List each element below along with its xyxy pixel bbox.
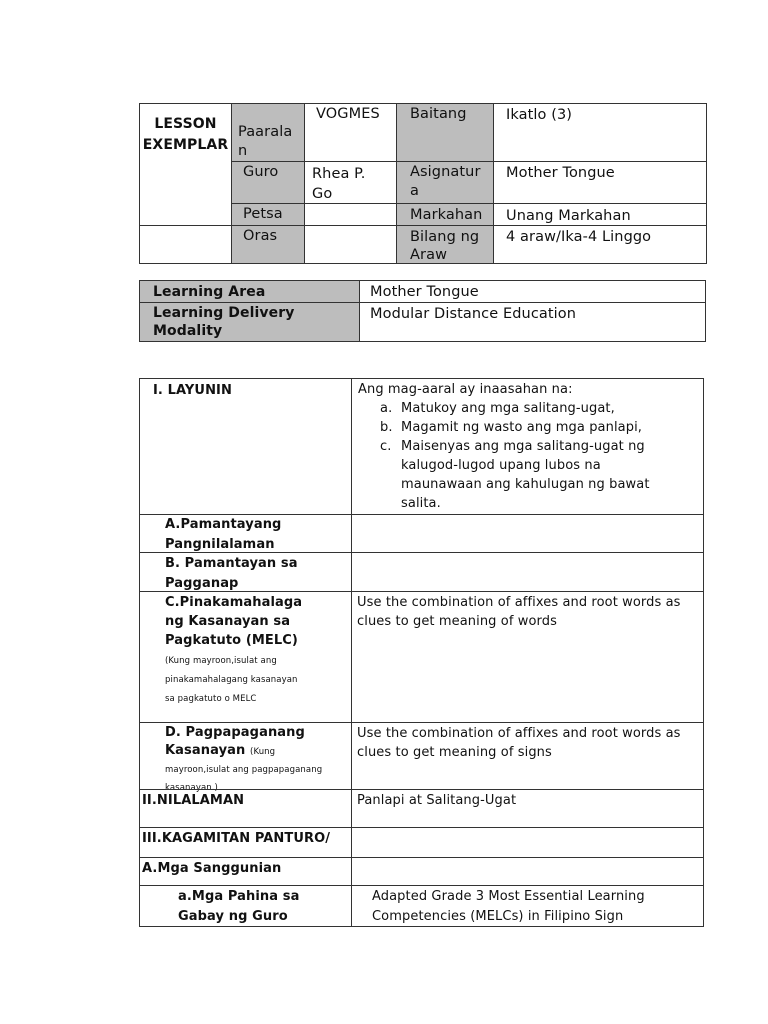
label-delivery-modality: Learning Delivery Modality	[153, 305, 295, 339]
label-baitang: Baitang	[410, 106, 467, 122]
label-pamantayang: A.Pamantayang Pangnilalaman	[165, 517, 282, 552]
list-text: Maisenyas ang mga salitang-ugat ng kalugod-lugod upang lubos na maunawaan ang kahulugan ng bawat salita.	[401, 439, 650, 511]
label-asignatura: Asignatura	[410, 164, 481, 199]
list-marker: c.	[380, 439, 392, 454]
title-line-2: EXEMPLAR	[142, 137, 229, 153]
title-line-1: LESSON	[154, 116, 217, 132]
label-layunin: I. LAYUNIN	[153, 383, 232, 398]
value-cell-sanggunian	[351, 857, 704, 886]
list-marker: b.	[380, 420, 393, 435]
value-paaralan: VOGMES	[316, 106, 380, 122]
label-markahan: Markahan	[410, 207, 483, 223]
label-guro: Guro	[243, 164, 279, 180]
label-petsa: Petsa	[243, 206, 283, 222]
value-learning-area: Mother Tongue	[370, 284, 479, 300]
melc-note: (Kung mayroon,isulat ang pinakamahalagang kasanayan sa pagkatuto o MELC	[165, 656, 298, 704]
value-delivery-modality: Modular Distance Education	[370, 306, 577, 322]
list-item	[380, 437, 681, 513]
value-cell-kagamitan	[351, 827, 704, 858]
list-text: Magamit ng wasto ang mga panlapi,	[401, 420, 643, 435]
pagpapaganang-label-text: D. Pagpapaganang Kasanayan	[165, 725, 305, 758]
value-baitang: Ikatlo (3)	[506, 107, 573, 123]
layunin-list	[380, 399, 698, 513]
layunin-intro: Ang mag-aaral ay inaasahan na:	[358, 382, 573, 397]
label-pahina: a.Mga Pahina sa Gabay ng Guro	[178, 889, 300, 924]
lesson-exemplar-title	[139, 114, 232, 156]
value-bilang: 4 araw/Ika-4 Linggo	[506, 229, 652, 245]
label-sanggunian: A.Mga Sanggunian	[142, 861, 282, 876]
value-cell-pagganap	[351, 552, 704, 592]
value-cell-petsa	[304, 203, 397, 226]
value-pagpapaganang: Use the combination of affixes and root words as clues to get meaning of signs	[357, 726, 681, 760]
value-markahan: Unang Markahan	[506, 208, 631, 224]
value-melc: Use the combination of affixes and root words as clues to get meaning of words	[357, 595, 681, 629]
list-text: Matukoy ang mga salitang-ugat,	[401, 401, 615, 416]
list-marker: a.	[380, 401, 393, 416]
label-melc	[165, 593, 305, 707]
value-asignatura: Mother Tongue	[506, 165, 615, 181]
label-paaralan: Paaralan	[238, 124, 293, 159]
label-learning-area: Learning Area	[153, 284, 266, 300]
list-item	[380, 399, 698, 418]
title-cell-bottom	[139, 225, 232, 264]
value-cell-pamantayang	[351, 514, 704, 553]
label-pagpapaganang	[165, 724, 325, 796]
value-pahina: Adapted Grade 3 Most Essential Learning Competencies (MELCs) in Filipino Sign	[372, 889, 645, 924]
value-cell-oras	[304, 225, 397, 264]
pagpapaganang-note: (Kung mayroon,isulat ang pagpapaganang kasanayan.)	[165, 747, 323, 793]
label-nilalaman: II.NILALAMAN	[142, 793, 245, 808]
melc-label-text: C.Pinakamahalaga ng Kasanayan sa Pagkatuto (MELC)	[165, 595, 303, 648]
layunin-content	[358, 380, 698, 513]
label-kagamitan: III.KAGAMITAN PANTURO/	[142, 831, 331, 846]
label-oras: Oras	[243, 228, 278, 244]
label-pagganap: B. Pamantayan sa Pagganap	[165, 556, 298, 591]
value-guro: Rhea P. Go	[312, 166, 366, 202]
label-bilang: Bilang ng Araw	[410, 229, 480, 263]
list-item	[380, 418, 698, 437]
value-nilalaman: Panlapi at Salitang-Ugat	[357, 793, 517, 808]
